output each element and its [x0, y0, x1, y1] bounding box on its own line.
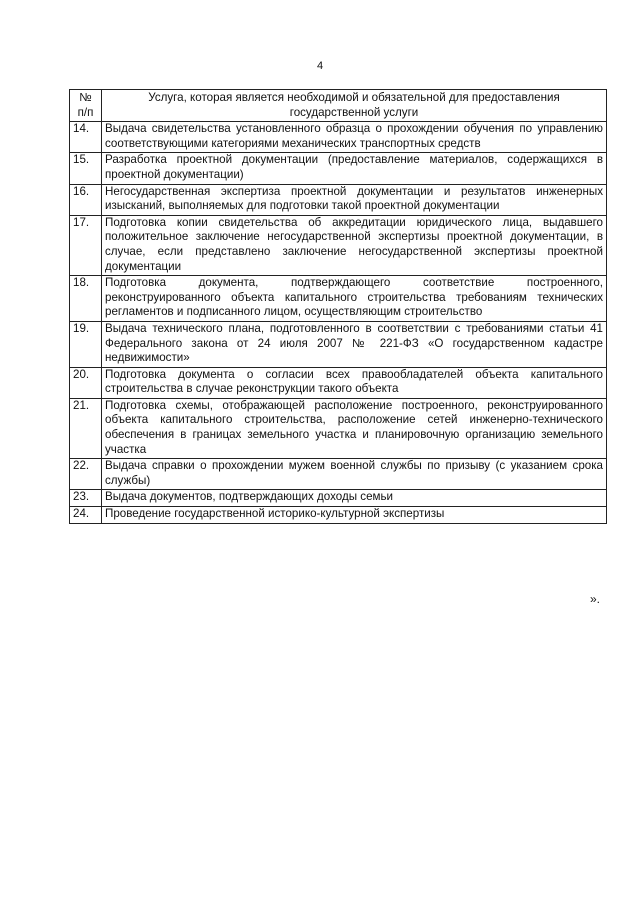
table-header-row [70, 90, 607, 122]
table-row [70, 507, 607, 524]
table-row [70, 215, 607, 275]
table-row [70, 122, 607, 153]
row-number: 20. [70, 367, 102, 398]
service-description: Подготовка схемы, отображающей расположение построенного, реконструированного объекта капитального строительства, расположение сетей инженерно-технического обеспечения в границах земельного участка и планировочную организацию земельного участка [102, 398, 607, 458]
table-row [70, 276, 607, 322]
closing-quote-mark: ». [590, 592, 601, 606]
service-description: Подготовка документа, подтверждающего соответствие построенного, реконструированного объекта капитального строительства требованиям технических регламентов и подписанного лицом, осуществляющим строительство [102, 276, 607, 322]
page-number: 4 [316, 60, 324, 72]
service-description: Выдача свидетельства установленного образца о прохождении обучения по управлению соответствующими категориями механических транспортных средств [102, 122, 607, 153]
table-row [70, 490, 607, 507]
row-number: 17. [70, 215, 102, 275]
row-number: 21. [70, 398, 102, 458]
table-row [70, 153, 607, 184]
service-description: Разработка проектной документации (предоставление материалов, содержащихся в проектной документации) [102, 153, 607, 184]
row-number: 22. [70, 459, 102, 490]
table-row [70, 459, 607, 490]
row-number: 18. [70, 276, 102, 322]
table-row [70, 321, 607, 367]
services-table [69, 89, 607, 524]
header-service: Услуга, которая является необходимой и обязательной для предоставления государственной услуги [102, 90, 607, 122]
service-description: Негосударственная экспертиза проектной документации и результатов инженерных изысканий, выполняемых для подготовки такой проектной документации [102, 184, 607, 215]
service-description: Проведение государственной историко-культурной экспертизы [102, 507, 607, 524]
table-row [70, 398, 607, 458]
header-number: № п/п [70, 90, 102, 122]
table-row [70, 367, 607, 398]
row-number: 15. [70, 153, 102, 184]
service-description: Подготовка копии свидетельства об аккредитации юридического лица, выдавшего положительное заключение негосударственной экспертизы проектной документации, в случае, если представлено заключение негосударственной экспертизы проектной документации [102, 215, 607, 275]
row-number: 19. [70, 321, 102, 367]
table-body [70, 122, 607, 523]
row-number: 23. [70, 490, 102, 507]
service-description: Выдача справки о прохождении мужем военной службы по призыву (с указанием срока службы) [102, 459, 607, 490]
service-description: Выдача документов, подтверждающих доходы семьи [102, 490, 607, 507]
service-description: Подготовка документа о согласии всех правообладателей объекта капитального строительства в случае реконструкции такого объекта [102, 367, 607, 398]
row-number: 14. [70, 122, 102, 153]
table-row [70, 184, 607, 215]
row-number: 16. [70, 184, 102, 215]
service-description: Выдача технического плана, подготовленного в соответствии с требованиями статьи 41 Федерального закона от 24 июля 2007 № 221-ФЗ «О государственном кадастре недвижимости» [102, 321, 607, 367]
row-number: 24. [70, 507, 102, 524]
